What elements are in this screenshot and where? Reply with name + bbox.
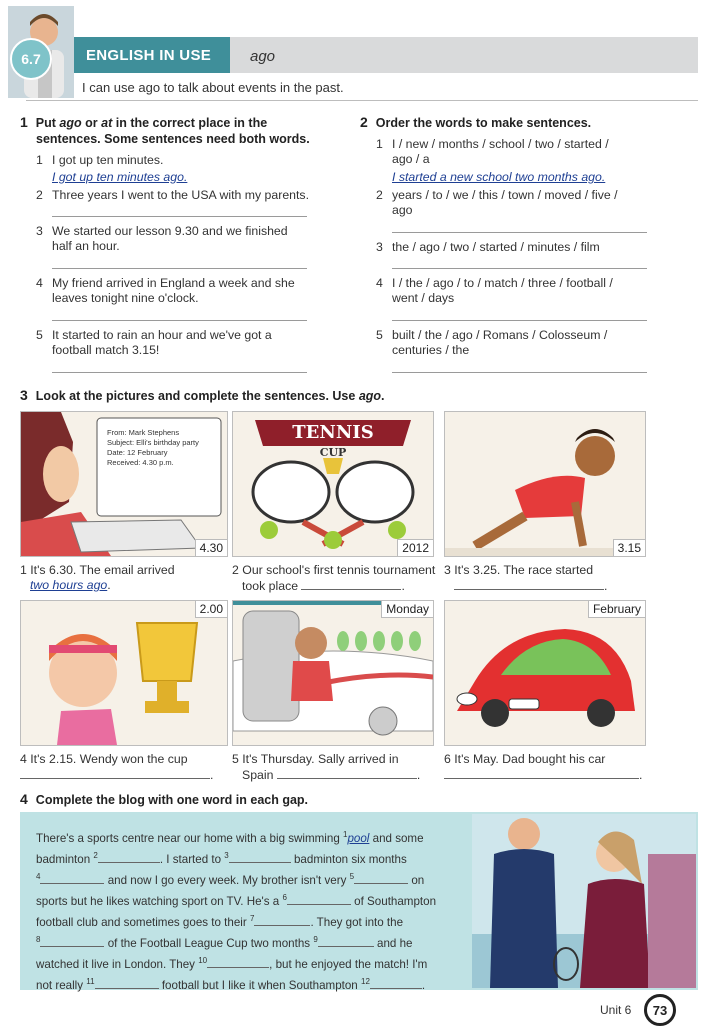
ex2-item-1: 1 I / new / months / school / two / started / ago / a [376, 137, 609, 166]
tennis-title: TENNIS [292, 422, 374, 443]
lesson-objective: I can use ago to talk about events in the past. [82, 80, 344, 95]
ex1-answer-line-2[interactable] [52, 216, 307, 217]
picture-6-month-tag: February [588, 601, 645, 618]
email-from: From: Mark Stephens [107, 428, 180, 437]
ex1-answer-line-3[interactable] [52, 268, 307, 269]
page-number: 73 [644, 994, 676, 1026]
runner-illustration [445, 412, 645, 556]
email-received: Received: 4.30 p.m. [107, 458, 174, 467]
picture-5-plane [232, 600, 434, 746]
picture-1-caption: 1 It's 6.30. The email arrived two hours ago. [20, 563, 175, 592]
ex2-item-5: 5 built / the / ago / Romans / Colosseum / centuries / the [376, 328, 608, 357]
ex2-item-3: 3 the / ago / two / started / minutes / film [376, 240, 600, 254]
picture-1-time-tag: 4.30 [195, 539, 227, 556]
car-illustration [445, 601, 645, 745]
ex3-instruction: 3 Look at the pictures and complete the sentences. Use ago. [20, 387, 385, 403]
ex2-answer-line-2[interactable] [392, 232, 647, 233]
picture-3-runner [444, 411, 646, 557]
section-title: ENGLISH IN USE [86, 47, 212, 64]
picture-3-time-tag: 3.15 [613, 539, 645, 556]
ex1-answer-line-4[interactable] [52, 320, 307, 321]
picture-6-caption: 6 It's May. Dad bought his car . [444, 752, 643, 782]
ex1-item-5: 5 It started to rain an hour and we've got a football match 3.15! [36, 328, 272, 357]
ex1-item-4: 4 My friend arrived in England a week and she leaves tonight nine o'clock. [36, 276, 295, 305]
picture-2-caption: 2 Our school's first tennis tournament took place . [232, 563, 436, 593]
airplane-illustration [233, 601, 433, 745]
email-subject: Subject: Elli's birthday party [107, 438, 199, 447]
picture-3-caption: 3 It's 3.25. The race started . [444, 563, 608, 593]
picture-4-cup [20, 600, 228, 746]
lesson-badge: 6.7 [10, 38, 52, 80]
ex1-answer-1: I got up ten minutes ago. [52, 170, 188, 184]
trophy-illustration [21, 601, 227, 745]
sports-centre-photo [472, 814, 696, 988]
picture-5-day-tag: Monday [381, 601, 433, 618]
ex1-item-1: 1 I got up ten minutes. [36, 153, 164, 167]
section-subtitle: ago [250, 48, 276, 65]
ex2-item-4: 4 I / the / ago / to / match / three / football / went / days [376, 276, 613, 305]
ex1-instruction: 1 Put ago or at in the correct place in the sentences. Some sentences need both words. [20, 114, 310, 146]
tennis-subtitle: CUP [319, 446, 347, 459]
picture-6-car [444, 600, 646, 746]
footer-unit: Unit 6 [600, 1003, 632, 1017]
email-date: Date: 12 February [107, 448, 168, 457]
ex1-answer-line-5[interactable] [52, 372, 307, 373]
divider [26, 100, 698, 101]
ex2-answer-line-3[interactable] [392, 268, 647, 269]
ex2-answer-1: I started a new school two months ago. [392, 170, 606, 184]
picture-1-email [20, 411, 228, 557]
ex1-item-3: 3 We started our lesson 9.30 and we finished half an hour. [36, 224, 288, 253]
picture-5-caption: 5 It's Thursday. Sally arrived in Spain . [232, 752, 421, 782]
picture-4-caption: 4 It's 2.15. Wendy won the cup . [20, 752, 214, 782]
ex2-item-2: 2 years / to / we / this / town / moved / five / ago [376, 188, 618, 217]
picture-2-tennis [232, 411, 434, 557]
ex2-answer-line-4[interactable] [392, 320, 647, 321]
ex2-instruction: 2 Order the words to make sentences. [360, 114, 592, 130]
picture-2-year-tag: 2012 [397, 539, 433, 556]
picture-4-time-tag: 2.00 [195, 601, 227, 618]
ex1-item-2: 2 Three years I went to the USA with my parents. [36, 188, 309, 202]
ex2-answer-line-5[interactable] [392, 372, 647, 373]
ex4-instruction: 4 Complete the blog with one word in each gap. [20, 791, 309, 807]
blog-text: There's a sports centre near our home with a big swimming $^1$pool and some badminton $^2$ . I started to $^3$ badminton six months $^4$ and now I go every week. My brother isn't very $^5$ on sports but he likes watching sport on TV. He's a $^6$ of Southampton football club and sometimes goes to their $^7$ . They got into the $^8$ of the Football League Cup two months $^9$ and he watched it live in London. They $^{10}$ , but he enjoyed the match! I'm not really $^{11}$ football but I like it when Southampton $^{12}$ . [36, 830, 437, 993]
